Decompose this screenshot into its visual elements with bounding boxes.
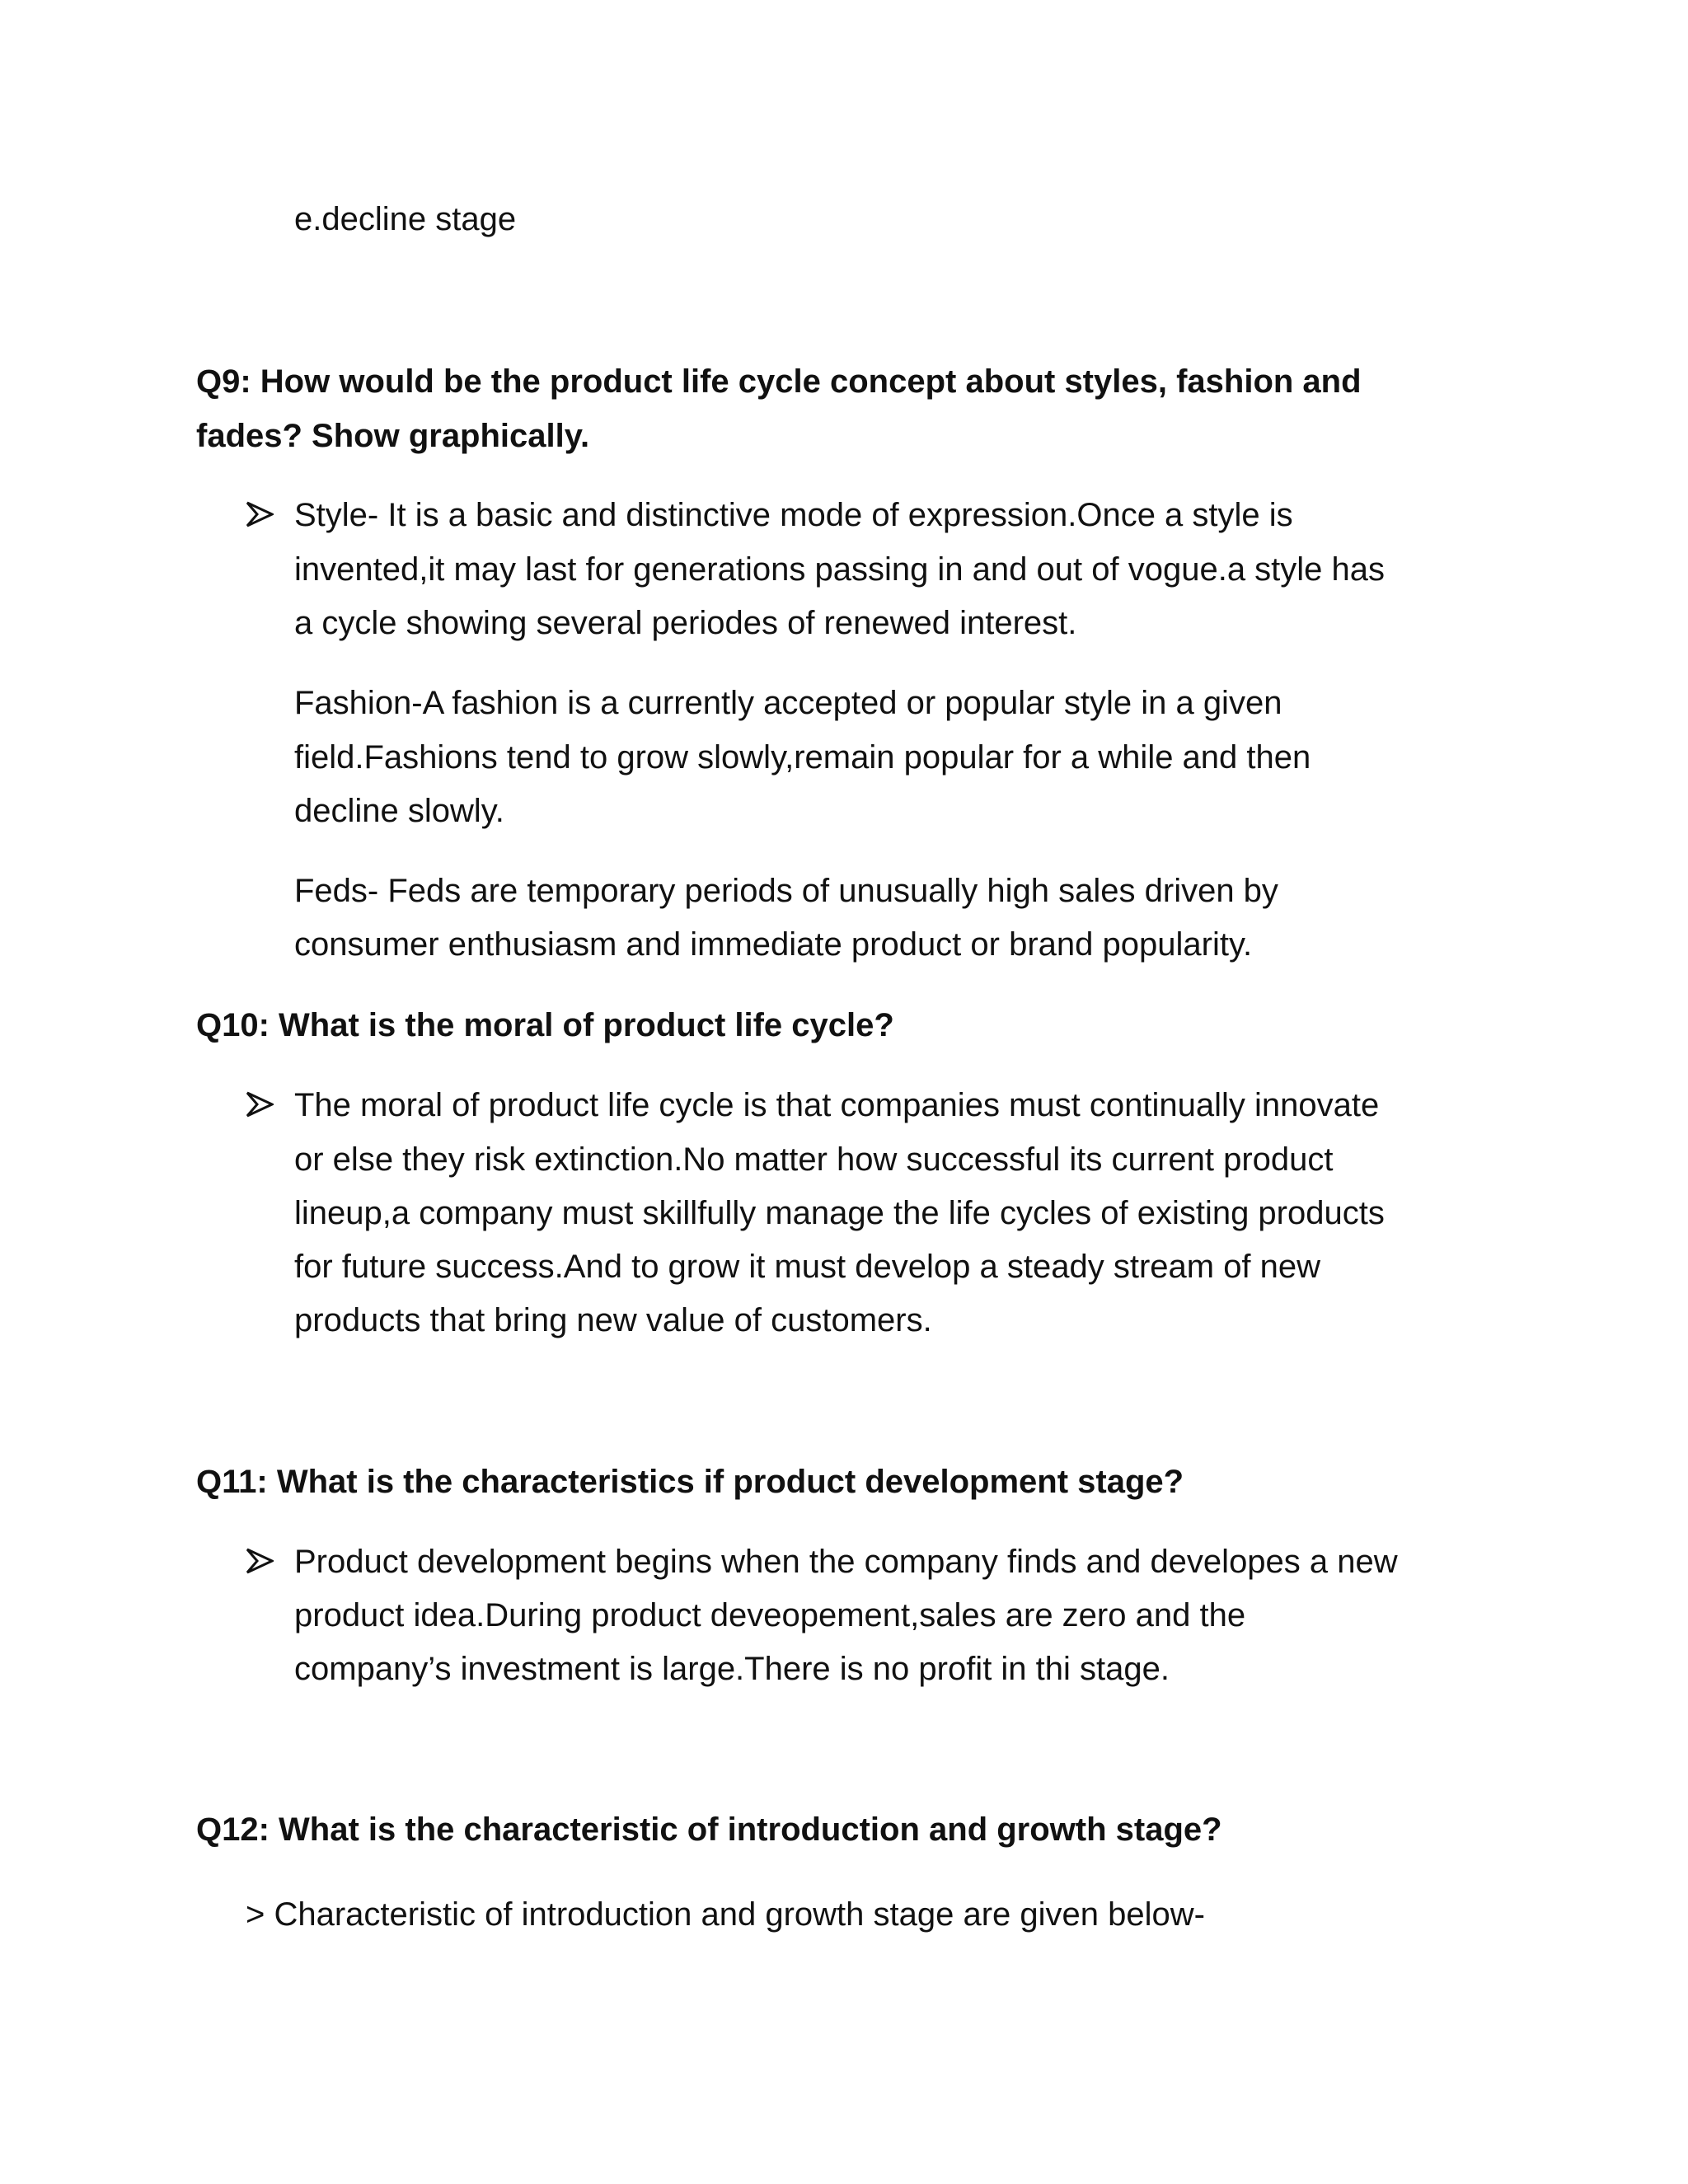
fashion-line-1: Fashion-A fashion is a currently accepted or popular style in a given bbox=[294, 685, 1282, 721]
style-line-1: Style- It is a basic and distinctive mode of expression.Once a style is bbox=[294, 497, 1293, 533]
q12-question: Q12: What is the characteristic of introduction and growth stage? bbox=[196, 1811, 1222, 1848]
q10-answer-line-2: or else they risk extinction.No matter how successful its current product bbox=[294, 1141, 1334, 1178]
decline-stage-line: e.decline stage bbox=[294, 201, 517, 237]
q11-question: Q11: What is the characteristics if product development stage? bbox=[196, 1464, 1184, 1500]
q10-answer-line-4: for future success.And to grow it must develop a steady stream of new bbox=[294, 1249, 1321, 1285]
arrow-bullet-icon bbox=[246, 1091, 274, 1118]
q11-answer-line-3: company’s investment is large.There is no profit in thi stage. bbox=[294, 1651, 1170, 1687]
fashion-line-2: field.Fashions tend to grow slowly,remain popular for a while and then bbox=[294, 739, 1311, 776]
q11-answer-line-2: product idea.During product deveopement,sales are zero and the bbox=[294, 1597, 1246, 1633]
q10-answer-line-1: The moral of product life cycle is that companies must continually innovate bbox=[294, 1087, 1380, 1123]
q11-answer-line-1: Product development begins when the company finds and developes a new bbox=[294, 1544, 1398, 1580]
q10-answer-line-5: products that bring new value of customers. bbox=[294, 1302, 932, 1338]
style-line-3: a cycle showing several periodes of renewed interest. bbox=[294, 605, 1077, 641]
q10-question: Q10: What is the moral of product life cycle? bbox=[196, 1007, 894, 1043]
feds-line-1: Feds- Feds are temporary periods of unusually high sales driven by bbox=[294, 873, 1278, 909]
arrow-bullet-icon bbox=[246, 1548, 274, 1574]
q12-answer: > Characteristic of introduction and growth stage are given below- bbox=[246, 1896, 1205, 1933]
q10-answer-line-3: lineup,a company must skillfully manage the life cycles of existing products bbox=[294, 1195, 1385, 1231]
feds-line-2: consumer enthusiasm and immediate product or brand popularity. bbox=[294, 926, 1253, 963]
q9-question-line-2: fades? Show graphically. bbox=[196, 418, 590, 454]
fashion-line-3: decline slowly. bbox=[294, 793, 504, 829]
style-line-2: invented,it may last for generations passing in and out of vogue.a style has bbox=[294, 551, 1386, 588]
q9-question-line-1: Q9: How would be the product life cycle concept about styles, fashion and bbox=[196, 363, 1362, 400]
arrow-bullet-icon bbox=[246, 501, 274, 527]
